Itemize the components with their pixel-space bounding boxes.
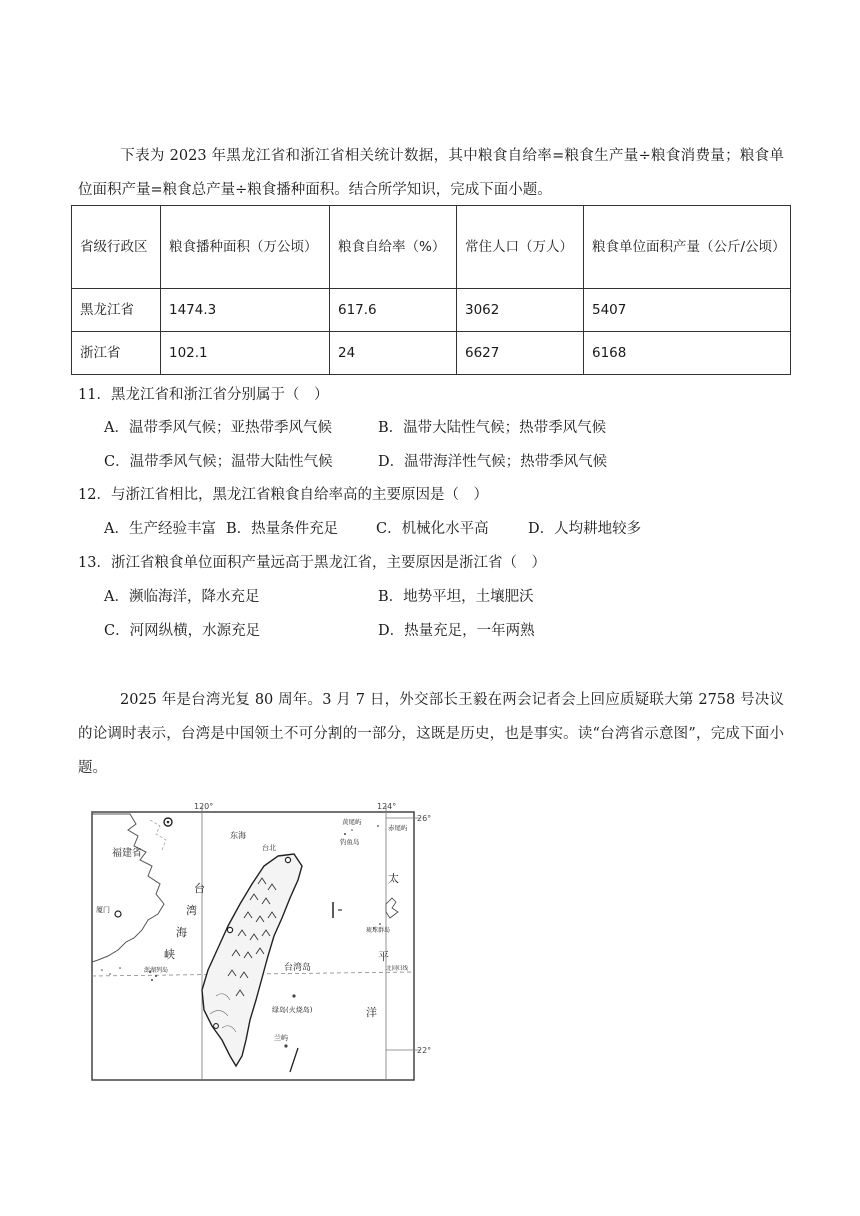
table-cell: 3062 xyxy=(457,289,584,332)
table-cell: 617.6 xyxy=(330,289,457,332)
table-row xyxy=(72,332,791,375)
question-11-option-b[interactable]: B．温带大陆性气候；热带季风气候 xyxy=(378,420,607,436)
label-pacific-2: 平 xyxy=(378,950,389,963)
question-12-stem: 12．与浙江省相比，黑龙江省粮食自给率高的主要原因是（ ） xyxy=(78,487,488,503)
intro-paragraph-2: 2025 年是台湾光复 80 周年。3 月 7 日，外交部长王毅在两会记者会上回应质疑联大第 2758 号决议的论调时表示，台湾是中国领土不可分割的一部分，这既是历史，也是事实。读“台湾省示意图”，完成下面小题。 xyxy=(78,692,784,776)
table-header-cell: 常住人口（万人） xyxy=(457,206,584,289)
table-header-cell: 粮食单位面积产量（公斤/公顷） xyxy=(584,206,791,289)
intro-paragraph-1: 下表为 2023 年黑龙江省和浙江省相关统计数据，其中粮食自给率=粮食生产量÷粮食消费量；粮食单位面积产量=粮食总产量÷粮食播种面积。结合所学知识，完成下面小题。 xyxy=(78,148,784,198)
label-donghai: 东海 xyxy=(230,831,246,840)
question-11-option-a[interactable]: A．温带季风气候；亚热带季风气候 xyxy=(104,420,332,436)
label-strait-1: 台 xyxy=(194,882,205,895)
label-pacific-1: 太 xyxy=(388,872,399,885)
question-12-option-d[interactable]: D．人均耕地较多 xyxy=(528,521,642,537)
city-icon xyxy=(227,927,232,932)
province-border xyxy=(150,820,166,850)
label-diaoyu: 钓鱼岛 xyxy=(340,838,360,846)
lat-label-22: 22° xyxy=(417,1046,432,1055)
table-header-cell: 粮食自给率（%） xyxy=(330,206,457,289)
taiwan-map xyxy=(90,800,440,1090)
fuzhou-capital-dot xyxy=(167,821,170,824)
lvdao-island-icon xyxy=(292,994,295,997)
mainland-coastline xyxy=(92,814,164,962)
question-12-option-c[interactable]: C．机械化水平高 xyxy=(376,521,489,537)
statistics-table xyxy=(71,205,791,375)
question-12-option-b[interactable]: B．热量条件充足 xyxy=(226,521,339,537)
lon-label-124: 124° xyxy=(377,802,397,811)
label-penghu: 澎湖列岛 xyxy=(144,967,169,974)
lanyu-island-icon xyxy=(284,1044,287,1047)
label-strait-3: 海 xyxy=(176,926,187,939)
question-11-option-c[interactable]: C．温带季风气候；温带大陆性气候 xyxy=(104,454,333,470)
table-cell: 5407 xyxy=(584,289,791,332)
label-strait-2: 湾 xyxy=(186,904,197,917)
label-taiwan-island: 台湾岛 xyxy=(284,963,312,973)
table-cell: 1474.3 xyxy=(161,289,330,332)
label-huangwei: 黄尾屿 xyxy=(342,818,362,826)
table-cell: 6627 xyxy=(457,332,584,375)
question-13-stem: 13．浙江省粮食单位面积产量远高于黑龙江省，主要原因是浙江省（ ） xyxy=(78,555,546,571)
label-xiamen: 厦门 xyxy=(96,906,110,914)
lon-label-120: 120° xyxy=(194,802,214,811)
question-11-option-d[interactable]: D．温带海洋性气候；热带季风气候 xyxy=(378,454,608,470)
diaoyu-island-icon xyxy=(344,833,346,835)
taibei-city-icon xyxy=(285,857,290,862)
label-chiwei: 赤尾屿 xyxy=(388,824,408,832)
label-taibei: 台北 xyxy=(262,844,276,852)
label-tropic: 北回归线 xyxy=(386,966,409,972)
label-fujian: 福建省 xyxy=(112,848,142,859)
question-13-option-a[interactable]: A．濒临海洋，降水充足 xyxy=(104,589,260,605)
label-lanyu: 兰屿 xyxy=(274,1034,288,1042)
ryukyu-islands-icon xyxy=(386,898,398,918)
table-header-cell: 省级行政区 xyxy=(72,206,161,289)
label-ryukyu: 琉球群岛 xyxy=(366,927,391,934)
table-cell: 102.1 xyxy=(161,332,330,375)
table-row xyxy=(72,289,791,332)
city-icon xyxy=(214,1024,219,1029)
table-cell: 黑龙江省 xyxy=(72,289,161,332)
label-lvdao: 绿岛(火烧岛) xyxy=(272,1006,313,1014)
table-cell: 24 xyxy=(330,332,457,375)
question-13-option-d[interactable]: D．热量充足，一年两熟 xyxy=(378,623,535,639)
table-header-row xyxy=(72,206,791,289)
question-13-option-b[interactable]: B．地势平坦，土壤肥沃 xyxy=(378,589,534,605)
table-cell: 6168 xyxy=(584,332,791,375)
question-13-option-c[interactable]: C．河网纵横，水源充足 xyxy=(104,623,261,639)
boundary-mark xyxy=(290,1048,298,1072)
question-11-stem: 11．黑龙江省和浙江省分别属于（ ） xyxy=(78,387,329,403)
label-pacific-3: 洋 xyxy=(366,1006,377,1019)
table-cell: 浙江省 xyxy=(72,332,161,375)
label-strait-4: 峡 xyxy=(164,948,175,961)
xiamen-city-icon xyxy=(115,911,121,917)
lat-label-26: 26° xyxy=(417,814,432,823)
question-12-option-a[interactable]: A．生产经验丰富 xyxy=(104,521,216,537)
table-header-cell: 粮食播种面积（万公顷） xyxy=(161,206,330,289)
